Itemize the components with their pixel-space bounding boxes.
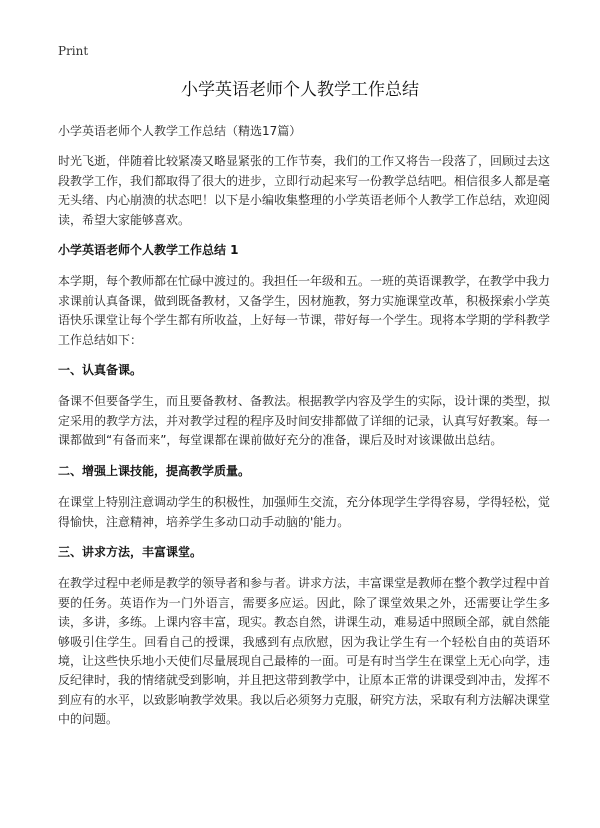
section-heading: 小学英语老师个人教学工作总结 1 — [58, 243, 239, 258]
document-body — [58, 122, 550, 741]
print-link[interactable]: Print — [58, 44, 89, 58]
part-2-heading: 二、增强上课技能，提高教学质量。 — [58, 463, 251, 478]
part-2-paragraph: 在课堂上特别注意调动学生的积极性，加强师生交流，充分体现学生学得容易，学得轻松，觉得愉快，注意精神，培养学生多动口动手动脑的'能力。 — [58, 495, 551, 529]
intro-paragraph: 时光飞逝，伴随着比较紧凑又略显紧张的工作节奏，我们的工作又将告一段落了，回顾过去这段教学工作，我们都取得了很大的进步，立即行动起来写一份教学总结吧。相信很多人都是毫无头绪、内心崩溃的状态吧！以下是小编收集整理的小学英语老师个人教学工作总结，欢迎阅读，希望大家能够喜欢。 — [58, 154, 551, 227]
part-1-heading: 一、认真备课。 — [58, 363, 143, 378]
part-3-paragraph: 在教学过程中老师是教学的领导者和参与者。讲求方法，丰富课堂是教师在整个教学过程中首要的任务。英语作为一门外语言，需要多应运。因此，除了课堂效果之外，还需要让学生多读，多讲，多练。上课内容丰富，现实。教态自然，讲课生动，难易适中照顾全部，就自然能够吸引住学生。回看自己的授课，我感到有点欣慰，因为我让学生有一个轻松自由的英语环境，让这些快乐地小天使们尽量展现自己最棒的一面。可是有时当学生在课堂上无心向学，违反纪律时，我的情绪就受到影响，并且把这带到教学中，让原本正常的讲课受到冲击，发挥不到应有的水平，以致影响教学效果。我以后必须努力克服，研究方法，采取有利方法解决课堂中的问题。 — [58, 576, 551, 727]
section-intro-paragraph: 本学期，每个教师都在忙碌中渡过的。我担任一年级和五。一班的英语课教学，在教学中我力求课前认真备课，做到既备教材，又备学生，因材施教，努力实施课堂改革，积极探索小学英语快乐课堂让每个学生都有所收益，上好每一节课，带好每一个学生。现将本学期的学科教学工作总结如下： — [58, 274, 551, 347]
page-title: 小学英语老师个人教学工作总结 — [181, 80, 419, 100]
document-subtitle: 小学英语老师个人教学工作总结（精选17篇） — [58, 124, 302, 138]
part-1-paragraph: 备课不但要备学生，而且要备教材、备教法。根据教学内容及学生的实际，设计课的类型，拟定采用的教学方法，并对教学过程的程序及时间安排都做了详细的记录，认真写好教案。每一课都做到“有备而来”，每堂课都在课前做好充分的准备，课后及时对该课做出总结。 — [58, 394, 551, 448]
part-3-heading: 三、讲求方法，丰富课堂。 — [58, 544, 203, 559]
